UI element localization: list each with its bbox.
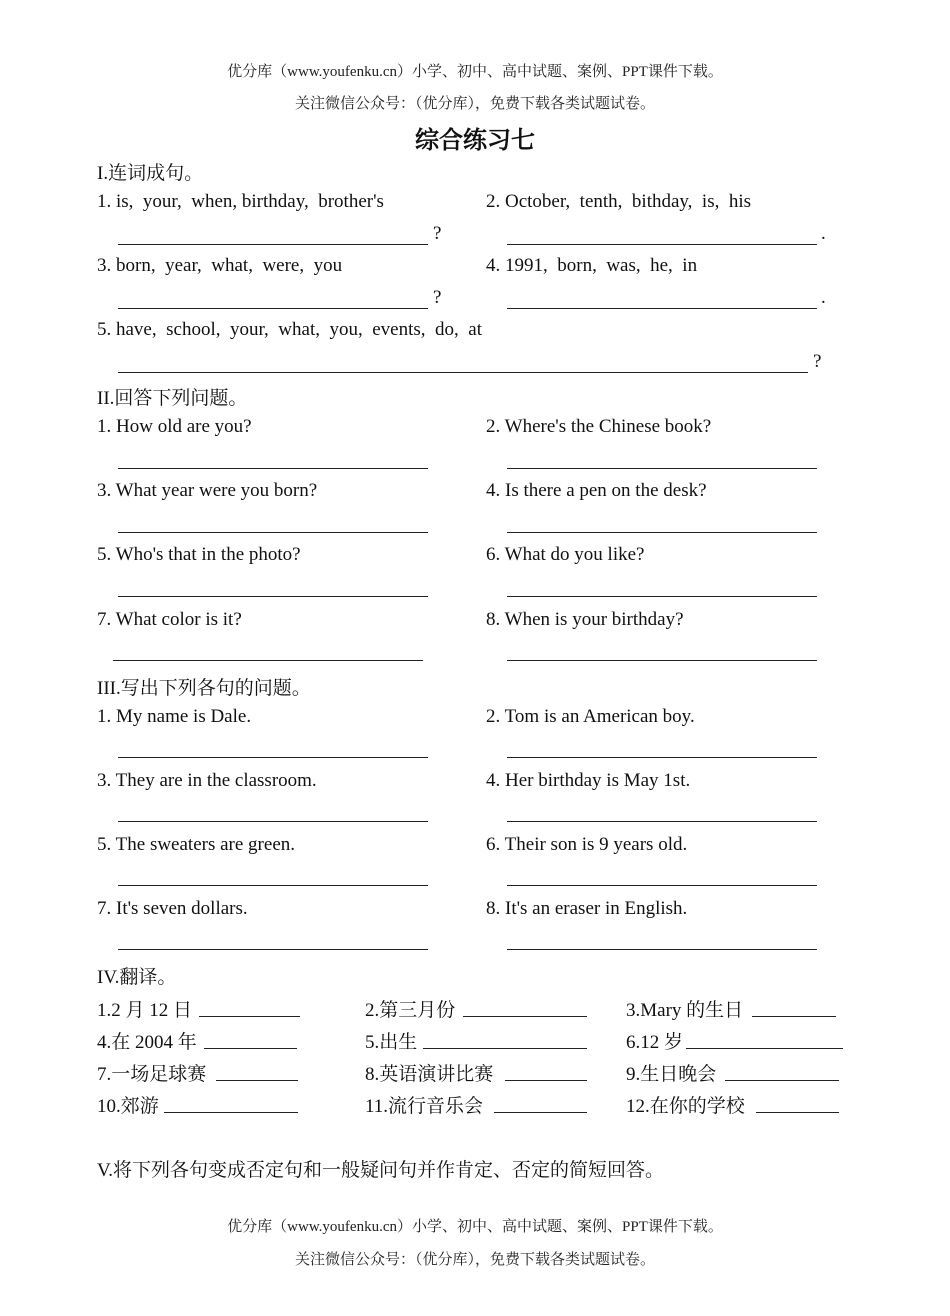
section-3-heading: III.写出下列各句的问题。 [97,678,311,699]
s4-item-8: 8.英语演讲比赛 [365,1064,494,1085]
s2-question-1: 1. How old are you? [97,416,252,437]
section-4-heading: IV.翻译。 [97,967,177,988]
s1-end-mark-1: ? [433,223,442,244]
s3-answer-blank-2[interactable] [507,757,817,758]
s4-item-9: 9.生日晚会 [626,1064,717,1085]
s3-answer-blank-1[interactable] [118,757,428,758]
s2-answer-blank-7[interactable] [113,660,423,661]
s4-blank-6[interactable] [686,1048,843,1049]
s2-answer-blank-3[interactable] [118,532,428,533]
s1-end-mark-2: . [821,223,826,244]
s2-question-7: 7. What color is it? [97,609,242,630]
s4-item-12: 12.在你的学校 [626,1096,745,1117]
s3-answer-blank-4[interactable] [507,821,817,822]
s4-item-2: 2.第三月份 [365,1000,456,1021]
s4-blank-12[interactable] [756,1112,839,1113]
s2-question-5: 5. Who's that in the photo? [97,544,301,565]
s2-question-6: 6. What do you like? [486,544,645,565]
s3-answer-blank-5[interactable] [118,885,428,886]
s4-blank-5[interactable] [423,1048,587,1049]
s1-answer-blank-4[interactable] [507,308,817,309]
s2-answer-blank-1[interactable] [118,468,428,469]
s4-item-3: 3.Mary 的生日 [626,1000,744,1021]
s2-question-2: 2. Where's the Chinese book? [486,416,712,437]
page-title: 综合练习七 [415,128,535,154]
s4-blank-9[interactable] [725,1080,839,1081]
s4-blank-7[interactable] [216,1080,298,1081]
s1-end-mark-3: ? [433,287,442,308]
s2-question-3: 3. What year were you born? [97,480,318,501]
s1-item-2: 2. October, tenth, bithday, is, his [486,191,752,212]
s1-answer-blank-3[interactable] [118,308,428,309]
s3-answer-blank-8[interactable] [507,949,817,950]
s4-item-7: 7.一场足球赛 [97,1064,207,1085]
s3-sentence-7: 7. It's seven dollars. [97,898,248,919]
s1-answer-blank-1[interactable] [118,244,428,245]
s4-blank-2[interactable] [463,1016,587,1017]
s1-answer-blank-2[interactable] [507,244,817,245]
s3-sentence-3: 3. They are in the classroom. [97,770,317,791]
s3-answer-blank-6[interactable] [507,885,817,886]
s3-sentence-1: 1. My name is Dale. [97,706,252,727]
s4-item-5: 5.出生 [365,1032,418,1053]
s4-item-11: 11.流行音乐会 [365,1096,484,1117]
s2-question-4: 4. Is there a pen on the desk? [486,480,707,501]
s1-item-4: 4. 1991, born, was, he, in [486,255,698,276]
s3-sentence-4: 4. Her birthday is May 1st. [486,770,691,791]
s1-end-mark-4: . [821,287,826,308]
header-line-1: 优分库（www.youfenku.cn）小学、初中、高中试题、案例、PPT课件下载。 [227,64,723,80]
s4-blank-3[interactable] [752,1016,836,1017]
footer-line-1: 优分库（www.youfenku.cn）小学、初中、高中试题、案例、PPT课件下载。 [227,1219,723,1235]
s3-sentence-5: 5. The sweaters are green. [97,834,295,855]
s1-item-1: 1. is, your, when, birthday, brother's [97,191,384,212]
s3-answer-blank-7[interactable] [118,949,428,950]
s4-blank-11[interactable] [494,1112,587,1113]
s2-answer-blank-6[interactable] [507,596,817,597]
s2-question-8: 8. When is your birthday? [486,609,684,630]
s4-blank-8[interactable] [505,1080,587,1081]
s3-sentence-8: 8. It's an eraser in English. [486,898,688,919]
s4-item-4: 4.在 2004 年 [97,1032,197,1053]
section-2-heading: II.回答下列问题。 [97,388,248,409]
s1-end-mark-5: ? [813,351,822,372]
s2-answer-blank-8[interactable] [507,660,817,661]
s3-sentence-2: 2. Tom is an American boy. [486,706,695,727]
s2-answer-blank-5[interactable] [118,596,428,597]
s1-item-5: 5. have, school, your, what, you, events, do, at [97,319,482,340]
s4-blank-10[interactable] [164,1112,298,1113]
s3-sentence-6: 6. Their son is 9 years old. [486,834,688,855]
s4-item-1: 1.2 月 12 日 [97,1000,193,1021]
s4-blank-1[interactable] [199,1016,300,1017]
s2-answer-blank-2[interactable] [507,468,817,469]
section-1-heading: I.连词成句。 [97,163,204,184]
s3-answer-blank-3[interactable] [118,821,428,822]
s1-item-3: 3. born, year, what, were, you [97,255,343,276]
s4-item-6: 6.12 岁 [626,1032,684,1053]
section-5-heading: V.将下列各句变成否定句和一般疑问句并作肯定、否定的简短回答。 [97,1160,665,1181]
s2-answer-blank-4[interactable] [507,532,817,533]
s1-answer-blank-5[interactable] [118,372,808,373]
header-line-2: 关注微信公众号：（优分库），免费下载各类试题试卷。 [294,96,655,112]
footer-line-2: 关注微信公众号：（优分库），免费下载各类试题试卷。 [294,1252,655,1268]
s4-item-10: 10.郊游 [97,1096,159,1117]
s4-blank-4[interactable] [204,1048,297,1049]
